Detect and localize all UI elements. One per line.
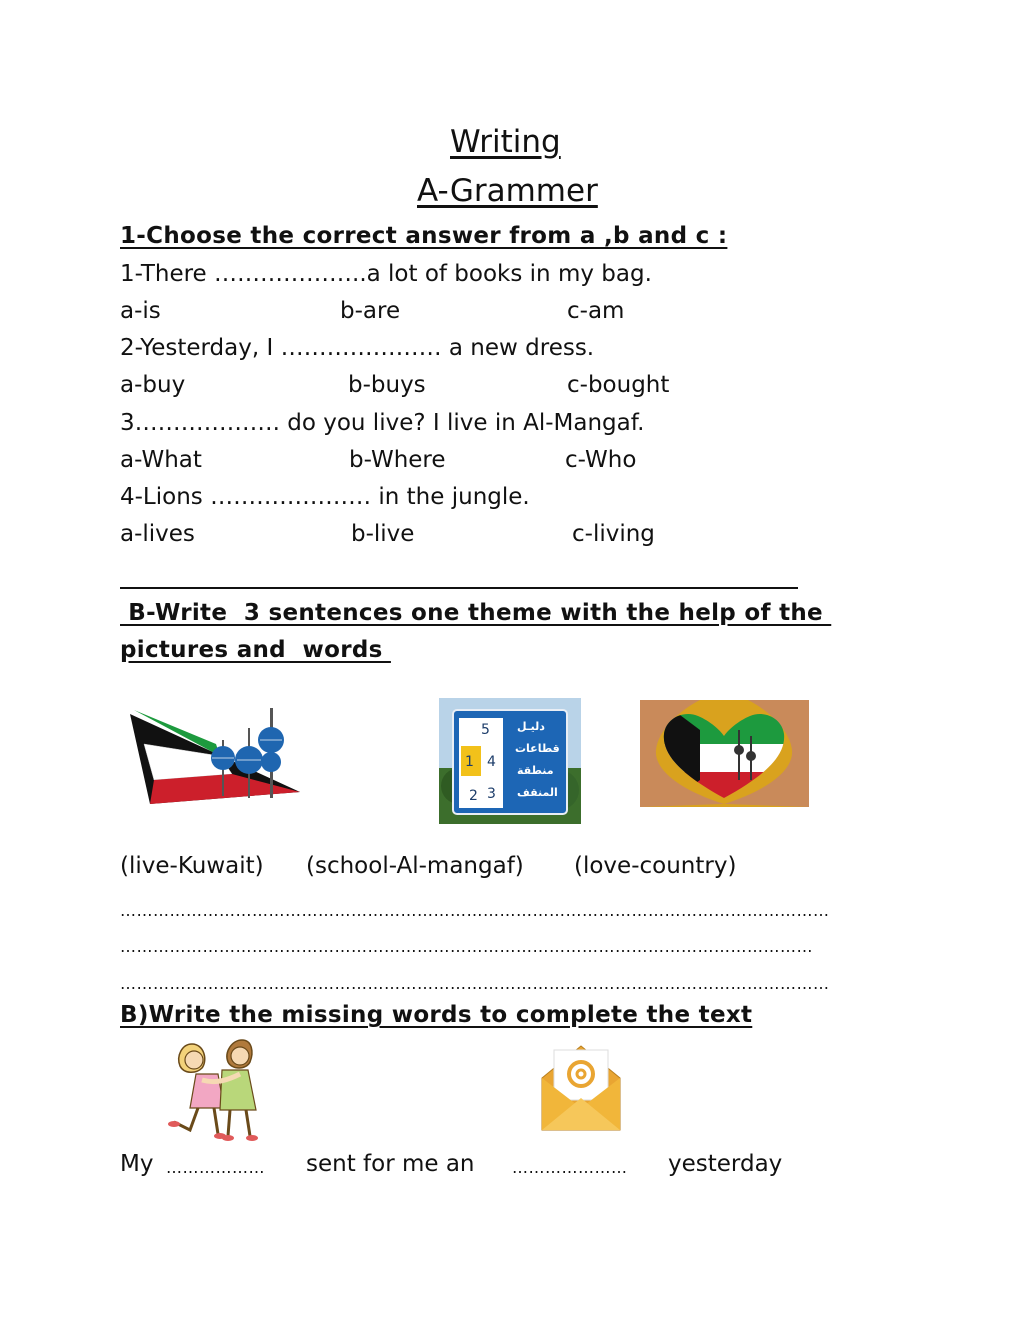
sign-arabic-text: المنقف: [517, 786, 558, 799]
question-2-option-c: c-bought: [567, 372, 670, 398]
question-4-stem: 4-Lions ………………… in the jungle.: [120, 484, 530, 510]
sign-arabic-text: منطقة: [517, 764, 554, 777]
question-4-option-a: a-lives: [120, 521, 195, 547]
sentence-part-my: My: [120, 1151, 154, 1177]
question-4-option-c: c-living: [572, 521, 655, 547]
sentence-part-yesterday: yesterday: [668, 1151, 783, 1177]
question-3-stem: 3………………. do you live? I live in Al-Mangaf.: [120, 410, 645, 436]
sign-number: 2: [469, 788, 478, 804]
sign-number: 4: [487, 754, 496, 770]
question-2-option-a: a-buy: [120, 372, 186, 398]
question-2-stem: 2-Yesterday, I ………………… a new dress.: [120, 335, 595, 361]
answer-line: …………………………………………………………………………………………………………………: [120, 974, 830, 993]
sign-number: 1: [465, 754, 474, 770]
keyword-love-country: (love-country): [574, 853, 737, 879]
hugging-girls-icon: [166, 1034, 278, 1142]
question-3-option-c: c-Who: [565, 447, 637, 473]
al-mangaf-sign-icon: [439, 698, 581, 824]
keyword-school-al-mangaf: (school-Al-mangaf): [306, 853, 524, 879]
sentence-blank-2[interactable]: …………………: [512, 1158, 628, 1177]
sign-number: 3: [487, 786, 496, 802]
sentence-part-sent: sent for me an: [306, 1151, 475, 1177]
page-subtitle: A-Grammer: [417, 173, 598, 209]
question-4-option-b: b-live: [351, 521, 415, 547]
question-2-option-b: b-buys: [348, 372, 426, 398]
question-3-option-b: b-Where: [349, 447, 446, 473]
question-1-option-a: a-is: [120, 298, 161, 324]
sign-arabic-text: دليـل: [517, 720, 545, 733]
section-c-heading: B)Write the missing words to complete the text: [120, 1002, 753, 1028]
heart-hands-flag-icon: [640, 700, 809, 807]
answer-line: ………………………………………………………………………………………………………………: [120, 937, 813, 956]
keyword-live-kuwait: (live-Kuwait): [120, 853, 264, 879]
sign-arabic-text: قطاعات: [515, 742, 560, 755]
section-b-heading-line-1: B-Write 3 sentences one theme with the help of the: [120, 600, 832, 626]
sentence-blank-1[interactable]: ………………: [166, 1158, 265, 1177]
section-a-heading: 1-Choose the correct answer from a ,b and c :: [120, 223, 728, 249]
question-1-stem: 1-There ………………..a lot of books in my bag.: [120, 261, 652, 287]
question-3-option-a: a-What: [120, 447, 202, 473]
section-divider: [120, 587, 798, 589]
kuwait-towers-flag-icon: [120, 700, 305, 812]
section-b-heading-line-2: pictures and words: [120, 637, 391, 663]
answer-line: …………………………………………………………………………………………………………………: [120, 901, 830, 920]
question-1-option-b: b-are: [340, 298, 401, 324]
question-1-option-c: c-am: [567, 298, 625, 324]
email-envelope-icon: [538, 1038, 624, 1134]
al-mangaf-sign-picture: [439, 698, 581, 824]
sign-number: 5: [481, 722, 490, 738]
page-title: Writing: [450, 124, 561, 160]
